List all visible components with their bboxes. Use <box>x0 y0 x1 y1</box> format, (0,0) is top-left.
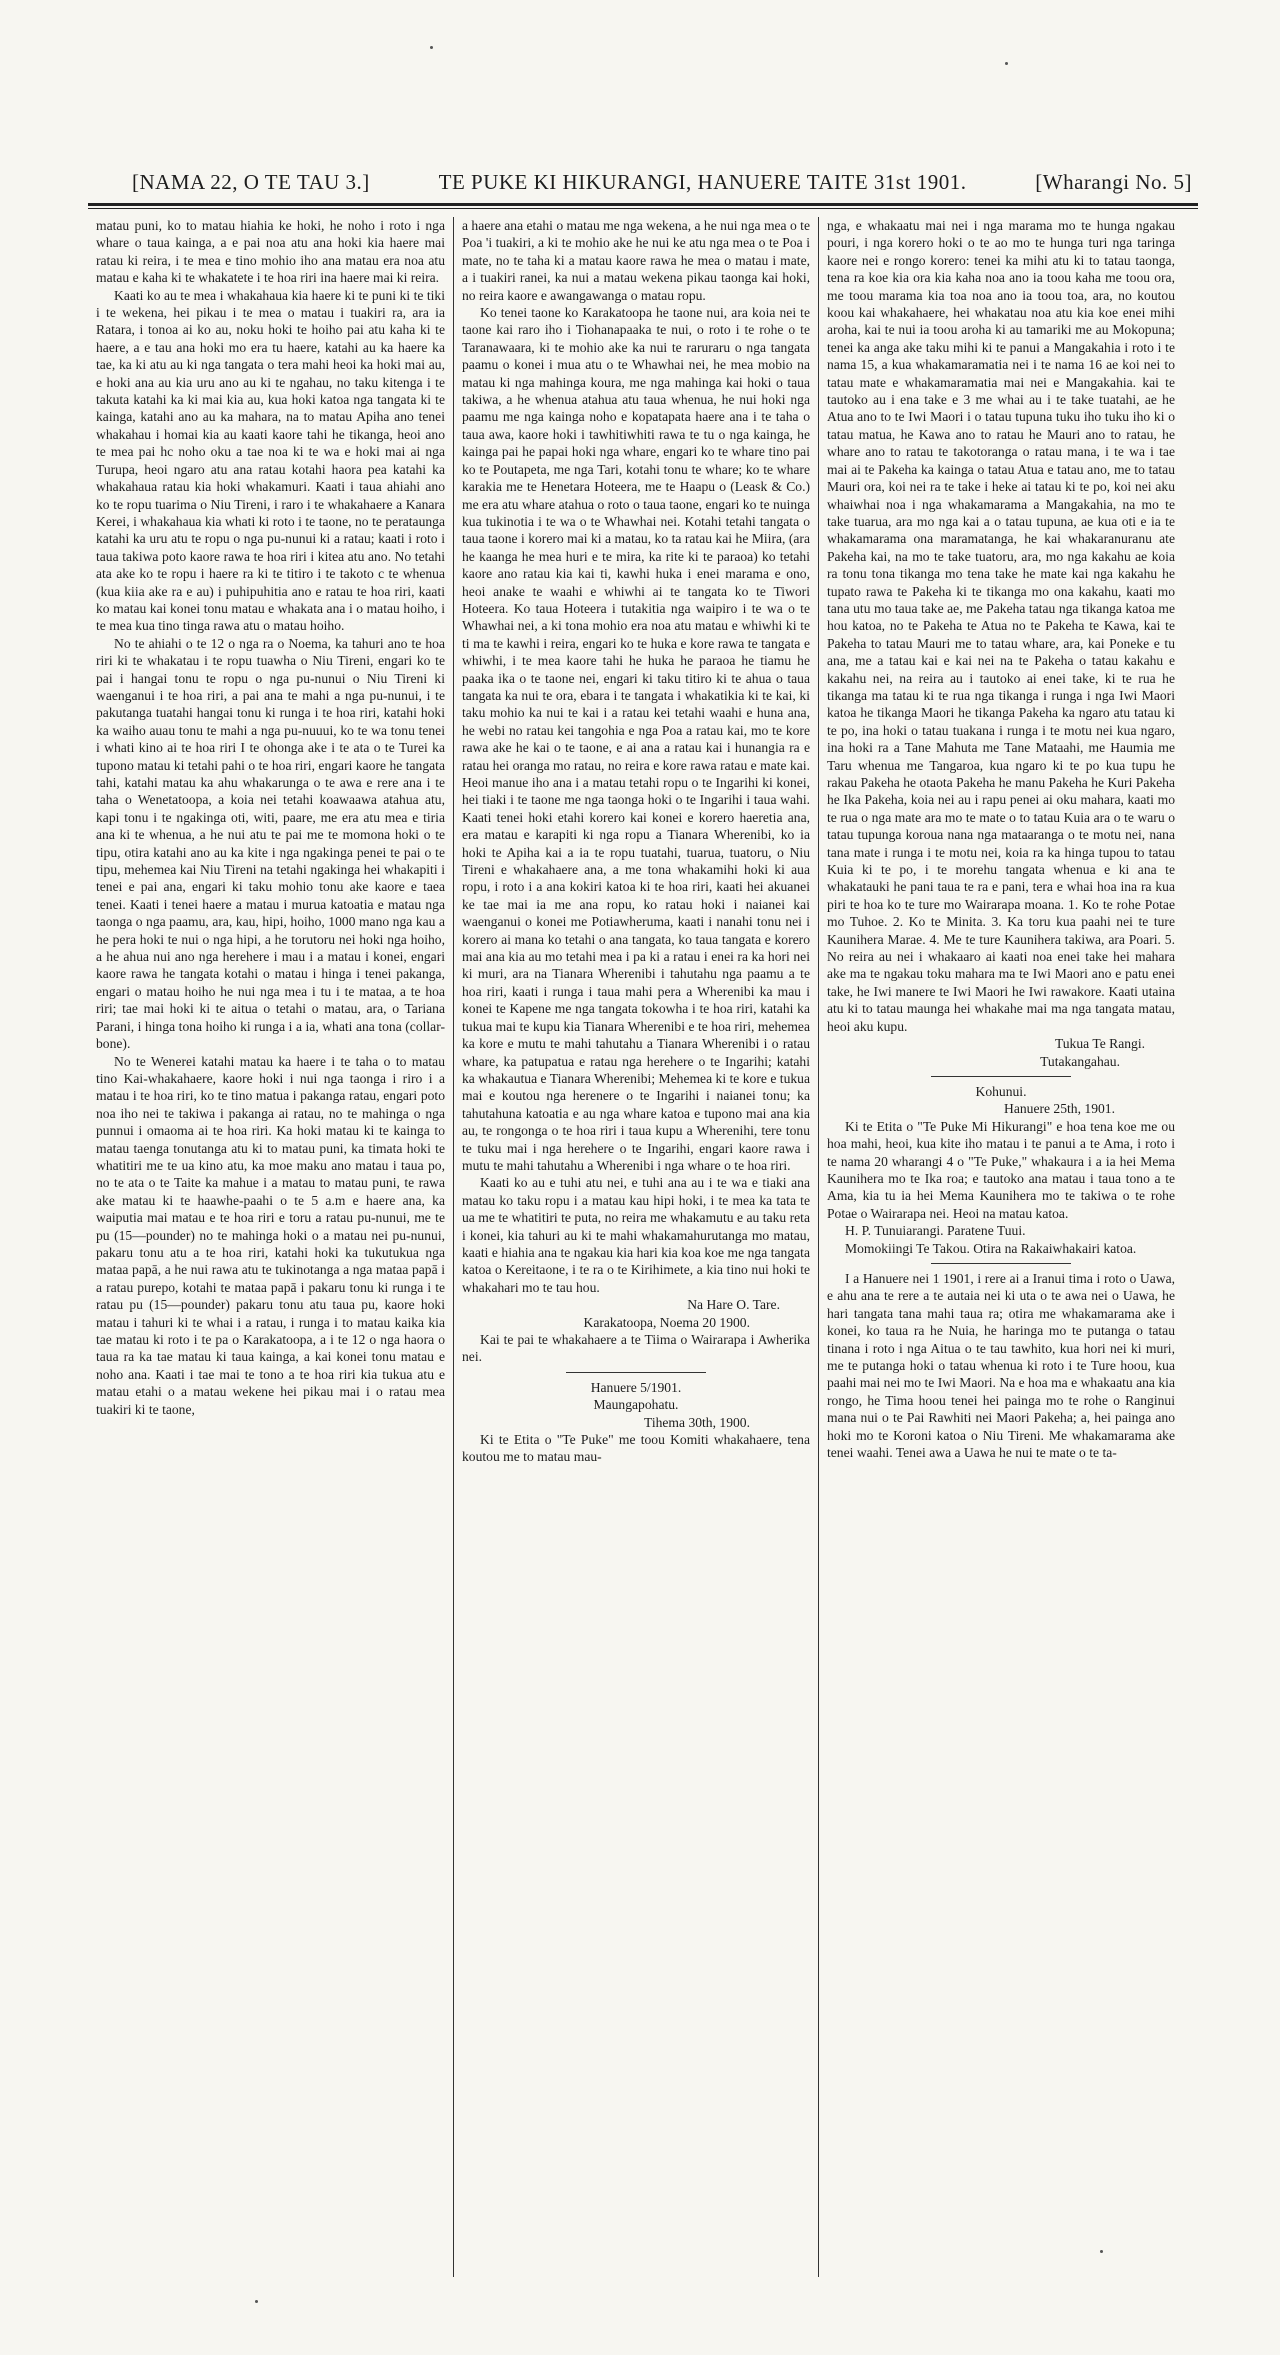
masthead <box>88 170 1198 197</box>
section-divider <box>931 1263 1070 1264</box>
paragraph: Ki te Etita o "Te Puke" me toou Komiti whakahaere, tena koutou me to matau mau- <box>462 1432 810 1465</box>
column-1 <box>88 217 453 2277</box>
paragraph: Ki te Etita o "Te Puke Mi Hikurangi" e hoa tena koe me ou hoa mahi, heoi, kua kite iho matau i te panui a te Ama, i roto i te nama 20 wharangi 4 o "Te Puke," whakaura i a ia hei Mema Kaunihera mo te Ika roa; e tautoko ana matau i taua tono a te Ama, kia tu ia hei Mema Kaunihera mo te takiwa o te rohe Potae o Wairarapa nei. Heoi na matau katoa. <box>827 1118 1175 1221</box>
paragraph: Kai te pai te whakahaere a te Tiima o Wairarapa i Awherika nei. <box>462 1332 810 1365</box>
paragraph: matau puni, ko to matau hiahia ke hoki, he noho i roto i nga whare o taua kainga, a e pai noa atu ana hoki kia haere mai ratau ki reira, i te mea e tino mohio iho ana matau era noa atu matau e kaha ki te whakatete i te hoa riri ina haere mai ki reira. <box>96 218 445 286</box>
newspaper-page <box>88 170 1198 2277</box>
article-columns <box>88 217 1198 2277</box>
column-2 <box>453 217 818 2277</box>
paragraph: Ko tenei taone ko Karakatoopa he taone nui, ara koia nei te taone kai raro iho i Tiohanapaaka te nui, o roto i te rohe o te Taranawaara, ki te mohio ake ka nui te raruraru o nga tangata paamu o konei i mua atu o te Whawhai nei, he mea mobio na matau ki nga mahinga koura, me nga mahinga kai hoki o taua takiwa, a he whenua atahua atu taua whenua, he nui hoki nga paamu me nga kainga noho e kopatapata haere ana i te taha o taua awa, kaore hoki i tawhitiwhiti rawa te tu o nga kainga, he kainga pai he papai hoki nga whare, engari ko te whare tino pai ko te Poutapeta, me nga Tari, kotahi tonu te whare; ko te whare karakia me te Henetara Hoteera, me te Haapu o (Leask & Co.) me era atu whare atahua o roto o taua taone, engari ko te nuinga kua tukinotia i te wa o te Whawhai nei. Kotahi tetahi tangata o taua taone i korero mai ki a matau, ko ta ratau kai he Miira, (ara he kaanga he mea huri e te mira, ka rite ki te paraoa) ko tetahi kaore ano ratau kia kai ti, kawhi huka i enei marama e ono, heoi anake te waahi e whiwhi ai te tangata ko te Tiwori Hoteera. Ko taua Hoteera i tutakitia nga waipiro i te wa o te Whawhai nei, a ki tona mohio era noa atu matau e whiwhi ki te ti ma te kawhi i reira, engari ko te huka e kore rawa te tangata e whiwhi, i te mea kaore tahi he huka he paraoa he tiamu he paaka ika o te taone nei, engari ki taku titiro ki te ahua o taua tangata ka nui te ora, ebara i te tangata i whakatikia ki te kai, ki taku mohio ka nui te kai i a ratau kei tetahi waahi e huna ana, he webi no ratau kei tangohia e nga Poa a ratau kai, mo te kore rawa ake he kai o te taone, e ai ana a ratau kai i hunangia ra e ratau hei oranga mo ratau, no reira e kore rawa ratau e mate kai. Heoi manue iho ana i a matau tetahi ropu o te Ingarihi ki konei, hei tiaki i te taone me nga taonga hoki o te Ingarihi i taua wahi. Kaati tenei hoki etahi korero kai konei e korero haeretia ana, era matau e karapiti ki nga ropu a Tianara Wherenibi, ko ia hoki te Apiha kai a ia te ropu tuatahi, tuarua, tuatoru, o Niu Tireni e whakahaere ana, a me tona whakamihi hoki ki aua ropu, i roto i a ana kokiri katoa ki te hoa riri, kaati hei akuanei ke tae mai ia me ana ropu, ko ratau hoki i naianei kai waenganui o konei me Potiawheruma, kaati i nanahi tonu nei i korero ai mana ko tetahi o ana tangata, ko taua tangata e korero mai ana kia au mo tetahi mea i pa ki a ratau i enei ra ka hori nei ki muri, ara na Tianara Wherenibi i tahutahu nga paamu a te hoa riri, kaati i runga i taua mahi pera a Wherenibi ka mau i konei te Kapene me nga tangata tokowha i te hoa riri, katahi ka tukua mai te kupu kia Tianara Wherenibi e te hoa riri, mehemea ka kore e mutu te mahi tahutahu a Tianara Wherenibi i o ratau whare, ka patupatua e ratau nga herehere o te Ingarihi; katahi ka whakautua e Tianara Wherenibi; Mehemea ki te kore e tukua mai e koutou nga herenere o te Ingarihi i naianei tonu; ka tahutahuna katoatia e au nga whare katoa e tupono mai ana kia au, te rongonga o te hoa riri i taua kupu a Wherenihi, tere tonu te tuku mai i nga herehere o te Ingarihi, engari kaore rawa i mutu te mahi tahutahu a Wherenibi i nga whare o te hoa riri. <box>462 305 811 1173</box>
paragraph: I a Hanuere nei 1 1901, i rere ai a Iranui tima i roto o Uawa, e ahu ana te rere a te autaia nei ki uta o te awa nei o Uawa, he hari tangata tana mahi taua ra; otira me whakamarama ake i konei, ko taua ra he Nuia, he haringa mo te putanga o tatau tinana i roto i nga Aitua o te tau tawhito, kua hori nei ki muri, me te putanga hoki o tatau whenua ki roto i te Ture hoou, kua paahi mai nei mo te Iwi Maori. Na e hoa ma e whakaatu ana kia rongo, he Tima hoou tenei hei painga mo te rohe o Ranginui mana nui o te Pai Rawhiti nei Maori Pakeha; a, hei painga ano hoki mo te Koroni katoa o Niu Tireni. Me whakamarama ake tenei waahi. Tenei awa a Uawa he nui te mate o te ta- <box>827 1270 1175 1461</box>
paper-speck <box>1005 62 1008 65</box>
signature: Tutakangahau. <box>1040 1053 1120 1069</box>
place-name: Maungapohatu. <box>593 1397 679 1413</box>
paragraph: a haere ana etahi o matau me nga wekena, a he nui nga mea o te Poa 'i tuakiri, a ki te mohio ake he nui ke atu nga mea o te Poa i mate, no te taha ki a matau kaore rawa he mea o matau i mate, a i tuakiri ranei, ka nui a matau wekena pikau taonga kai hoki, no reira kaore e awangawanga o matau ropu. <box>462 218 810 303</box>
place-name: Kohunui. <box>975 1083 1027 1099</box>
paragraph: No te ahiahi o te 12 o nga ra o Noema, ka tahuri ano te hoa riri ki te whakatau i te ropu tuawha o Niu Tireni, engari ko te pai i hangai tonu te ropu o nga pu-nunui o Niu Tireni ki waenganui i te hoa riri, a pai ana te mahi a nga pu-nunui, i te pakutanga tuatahi hangai tonu ki runga i te hoa riri, katahi hoki ka waiho auau tonu te mahi a nga pu-nuuui, ko te wa tonu tenei i whati kino ai te hoa riri I te ohonga ake i te ata o te Turei ka tupono matau ki tetahi pahi o te hoa riri, engari kaore he tangata tahi, katahi matau ka ahu whakarunga o te awa e rere ana i te taha o Wenetatoopa, a koia nei tetahi koawaawa atahua atu, kapi tonu i te ngakinga oti, witi, paare, me era atu mea e tiria ana ki te whenua, a he nui atu te pai me te momona hoki o te tipu, otira katahi ano au ka kite i nga ngakinga penei te pai o te tipu, mehemea kai Niu Tireni na tetahi ngakinga hei whakapiti i tenei e pai ana, engari ki taku mohio tonu ake kaore e taea tenei. Kaati i tenei haere a matau i murua katoatia e matau nga taonga o nga paamu, ara, kau, hipi, hoiho, 1000 mano nga kau a he pera hoki te nui o nga hipi, a he torutoru nei hoki nga hoiho, a he ahua nui ano nga herehere i mau i a matau i konei, engari kaore rawa he tangata kotahi o matau i hinga i tenei pakanga, engari o matau hoiho he nui nga mea i tu i te mataa, a te hoa riri; tae mai hoki ki te aitua o tetahi o matau, ara, o Tariana Parani, i hinga tona hoiho ki runga i a ia, whati ana tona (collar-bone). <box>96 635 445 1052</box>
signature: Na Hare O. Tare. <box>687 1297 780 1313</box>
paragraph: No te Wenerei katahi matau ka haere i te taha o to matau tino Kai-whakahaere, kaore hoki i nui nga taonga i riro i a matau i te hoa riri, ko te tino matua i pakanga ratau, engari poto noa iho nei te takiwa i pakanga ai ratau, no te mahinga o nga punnui i omaoma ai te hoa riri. Ka hoki matau ki te kainga to matau taenga tonutanga atu ki to matau puni, ka timata hoki te whatitiri me te ua kino atu, ka moe maku ano matau i taua po, no te ata o te Taite ka mahue i a matau to matau puni, te rawa ake matau ki te haawhe-paahi o te 5 a.m e haere ana, ka waiputia mai matau e te hoa riri e toru a ratau pu-nunui, me te pu (15—pounder) no te mahinga hoki o a matau nei pu-nunui, pakaru tonu atu a te hoa riri, katahi hoki ka tukutukua nga mataa papā, a he nui rawa atu te tukinotanga a nga mataa papā i a ratau purepo, kotahi te mataa papā i pakaru tonu ki runga i te ratau pu (15—pounder) pakaru tonu atu taua pu, kaore hoki matau i tahuri ki te whai i a ratau, i runga i to matau kaika kia tae matau ki roto i te pa o Karakatoopa, a i te 12 o nga haora o taua ra ka tae matau ki taua kainga, a kai konei tonu matau e noho ana. Kaati i tae mai te tono a te hoa riri kia tukua atu e matau etahi o a matau wekene hei pikau mai i o ratau mea tuakiri ki te taone, <box>96 1053 445 1417</box>
newspaper-title: TE PUKE KI HIKURANGI, HANUERE TAITE 31st 1901. <box>438 170 967 194</box>
signature: H. P. Tunuiarangi. Paratene Tuui. <box>845 1223 1026 1239</box>
signature: Tukua Te Rangi. <box>1054 1036 1145 1052</box>
signature: Momokiingi Te Takou. Otira na Rakaiwhakairi katoa. <box>845 1240 1137 1256</box>
dateline: Hanuere 5/1901. <box>590 1379 682 1395</box>
page-number: [Wharangi No. 5] <box>1035 170 1192 194</box>
column-3 <box>818 217 1183 2277</box>
paragraph: Kaati ko au te mea i whakahaua kia haere ki te puni ki te tiki i te wekena, hei pikau i te mea o matau i tuakiri ra, ara ia Ratara, i tonoa ai ko au, noku hoki te hoiho pai atu kaha ki te haere, a e tau ana hoki mo era tu haere, katahi au ka haere ka tae, ka ki atu au ki nga tangata o tera mahi heoi ka hoki mai au, e hoki ana au kia uru ano au ki te ngahau, no taku kitenga i te takuta katahi ka ki mai kia au, kua hoki katoa nga tangata ki te kainga, katahi ano au ka mahara, na to matau Apiha ano tenei whakahau i homai kia au kaati kaore tahi he tikanga, heoi ano te mea pai hc noho oku a tae noa ki te wa e hoki mai ai nga Turupa, heoi ngaro atu ana ratau kotahi haora pea katahi ka whakahaua ratau kia hoki whakamuri. Kaati i taua ahiahi ano ko te ropu tuarima o Niu Tireni, i raro i te whakahaere a Kanara Kerei, i whakahaua kia whati ki roto i te taone, no te perataunga katahi ka uru atu te ropu o nga pu-nunui ki a ratau; kaati i roto i taua takiwa poto kaore rawa te hoa riri i kitea atu ano. No tetahi ata ake ko te ropu i haere ra ki te titiro i te takoto c te whenua (kua kiia ake ra e au) i puhipuhitia ano e ratau te hoa riri, kaati ko matau kai konei tonu matau e whakata ana i o matau hoiho, i te mea kua tino tinga rawa atu o matau hoiho. <box>96 287 445 634</box>
paragraph: Kaati ko au e tuhi atu nei, e tuhi ana au i te wa e tiaki ana matau ko taku ropu i a matau kau hipi hoki, i te mea ka tata te ua me te whatitiri te puta, no reira me whakamutu e au taku reta i konei, kia tahuri au ki te mahi whakamahurutanga mo matau, kaati e hiahia ana te ngakau kia hari kia koa koe me nga tangata katoa o Kereitaone, i te ra o te Kirihimete, a kia tino nui hoki te whakahari mo te tau hou. <box>462 1175 810 1295</box>
paper-speck <box>430 46 433 49</box>
masthead-rule <box>88 203 1198 206</box>
dateline: Hanuere 25th, 1901. <box>1004 1101 1115 1117</box>
paper-speck <box>1100 2250 1103 2253</box>
dateline: Karakatoopa, Noema 20 1900. <box>583 1314 750 1330</box>
issue-number: [NAMA 22, O TE TAU 3.] <box>132 170 370 194</box>
masthead-rule-thin <box>88 208 1198 209</box>
paper-speck <box>255 2300 258 2303</box>
section-divider <box>566 1372 705 1373</box>
dateline: Tihema 30th, 1900. <box>644 1414 750 1430</box>
paragraph: nga, e whakaatu mai nei i nga marama mo te hunga ngakau pouri, i nga korero hoki o te ao mo te hunga turi nga taringa kaore nei e rongo korero: tenei ka mihi atu ki to tatau taonga, tena ra koe kia ora kia kaha noa ano ia toou kaha me toou ora, me toou marama kia toa noa ano ia toou toa, ara, no koutou koou kai whakahaere, hei whakatau noa atu kia koe enei mihi aroha, kai te nui ia toou aroha ki au tamariki me au Mokopuna; tenei ka anga ake taku mihi ki te panui a Mangakahia i roto i te nama 15, a kua whakamaramatia nei i te nama 16 ae koi nei to tatau mate e whakamaramatia mai nei e Mangakahia. kai te tautoko au i ena take e 3 me whai au i te take tuatahi, ae he Atua ano to te Iwi Maori i o tatau tupuna tuku iho tuku iho ki o tatau matua, he Kawa ano to ratau he Mauri ano to ratau, he whare ano to ratau te takotoranga o ratau mana, i te wa i tae mai ai te Pakeha ka kainga o tatau Atua e tatau ano, me to tatau Mauri ora, koi nei ra te take i heke ai tatau ki te po, koi nei aku whaiwhai noa i nga whakamarama a Mangakahia, na mo te take tuarua, ara mo nga kai a o tatau tupuna, ae kua oti e ia te whakamarama ona maramatanga, he kai whakaranuranu ate Pakeha kai, na mo te take tuatoru, ara, mo nga kakahu ae koia ra tonu tona tikanga mo tena take he mate kai nga kakahu he tupato rawa te Pakeha ki te tikanga mo ona kakahu, kaati mo tana utu mo taua take ae, me Pakeha tatau nga tikanga katoa me hou katoa, no te Pakeha te Atua no te Pakeha te Kawa, kai te Pakeha to tatau Mauri me to tatau whare, ara, kai Poneke e tu ana, me a tatau kai e kai nei na te Pakeha o tatau kakahu e kakahu nei, na reira au i tautoko ai enei take, ki te rua he tikanga ma tatau ki te rua nga tikanga i runga i nga Iwi Maori katoa he tikanga Maori he tikanga Pakeha ka ngaro atu tatau ki te po, ina hoki o tatau tuakana i runga i te motu nei kua ngaro, ina hoki ra a Tane Mahuta me Tane Mataahi, me Haumia me Taru whenua me Tangaroa, kua ngaro ki te po kua tupu he rakau Pakeha he otaota Pakeha he manu Pakeha he Kuri Pakeha he Ika Pakeha, koia nei au i rapu penei ai oku mahara, kaati mo te rua o nga mate ara mo te mate o to tatau Kuia ara o te waru o tatau tupunga koroua nana nga mataaranga o te motu nei, nana tana mate i runga i te motu nei, koia ra ka hinga tupou to tatau Kuia ki te po, i te morehu tangata whenua e ki ana te whakatauki he pani taua te ra e pani, tera e whai hoa ina ra kua piri te hoa ko te ture mo Wairarapa moana. 1. Ko te rohe Potae mo Tuhoe. 2. Ko te Minita. 3. Ka toru kua paahi nei te ture Kaunihera Marae. 4. Me te ture Kaunihera takiwa, ara Poari. 5. No reira au nei i whakaaro ai kaati noa enei take hei mahara ake ma te ngakau toku mahara ma te Iwi Maori ano e patu enei take, he Iwi manere te Iwi Maori he Iwi rawakore. Kaati utaina atu ki to tatau maunga hei whakahe mai ma nga tangata matau, heoi aku kupu. <box>827 218 1176 1034</box>
section-divider <box>931 1076 1070 1077</box>
